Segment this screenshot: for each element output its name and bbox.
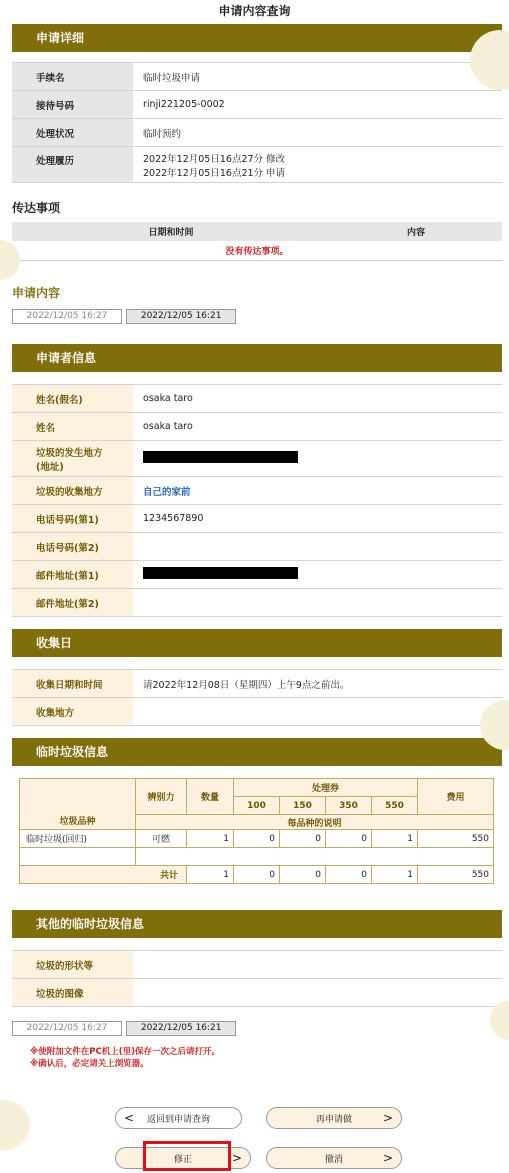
row-label: 姓名(假名) [12,385,133,413]
row-label: 垃圾的图像 [12,979,133,1007]
item-burn: 可燃 [136,830,187,848]
col-fee: 费用 [418,779,494,815]
table-row [12,670,502,698]
details-table [12,62,502,183]
row-value [133,533,502,561]
row-value [133,979,502,1007]
messages-title: 传达事项 [12,201,61,215]
row-value: 临时预约 [133,119,502,147]
chevron-right-icon: > [231,1151,242,1165]
item-t350: 0 [326,830,372,848]
row-label: 邮件地址(第2) [12,589,133,617]
table-row [12,413,502,441]
table-row [12,91,502,119]
row-label: 手续名 [12,63,133,91]
row-label: 垃圾的发生地方 [36,447,103,459]
ticket-100: 100 [234,797,280,815]
garbage-table [19,778,494,884]
row-label: 处理状况 [12,119,133,147]
col-burn: 辨别力 [136,779,187,815]
item-t100: 0 [234,830,280,848]
item-t150: 0 [280,830,326,848]
table-row [12,533,502,561]
table-row [12,119,502,147]
cancel-button[interactable] [266,1147,402,1169]
table-row [12,561,502,589]
reapply-button[interactable] [266,1107,402,1129]
version-tab-active[interactable]: 2022/12/05 16:21 [126,309,236,324]
row-value: 临时垃圾申请 [133,63,502,91]
row-label: 处理履历 [12,147,133,183]
total-t150: 0 [280,866,326,884]
row-value: rinji221205-0002 [133,91,502,119]
row-value [133,951,502,979]
row-value: 1234567890 [133,505,502,533]
table-row [12,441,502,477]
row-label-sub: (地址) [36,461,64,473]
total-t100: 0 [234,866,280,884]
total-qty: 1 [187,866,234,884]
garbage-header: 临时垃圾信息 [12,738,502,766]
total-t350: 0 [326,866,372,884]
history-entry: 2022年12月05日16点27分 修改 [143,153,286,165]
col-item: 垃圾品种 [20,779,136,830]
row-label: 电话号码(第2) [12,533,133,561]
item-desc [136,848,494,866]
col-datetime: 日期和时间 [12,222,330,241]
back-button-label: 返回到申请查询 [146,1114,210,1125]
redacted-email [143,567,298,579]
chevron-right-icon: > [382,1111,393,1125]
total-label: 共计 [20,866,187,884]
col-tickets: 处理券 [234,779,418,797]
details-header: 申请详细 [12,24,502,52]
reapply-button-label: 再申请做 [315,1114,352,1125]
table-row [12,589,502,617]
table-row [12,385,502,413]
row-value: 自己的家前 [133,477,502,505]
row-label: 电话号码(第1) [12,505,133,533]
table-row [12,698,502,726]
col-qty: 数量 [187,779,234,815]
row-label: 接待号码 [12,91,133,119]
modify-button-label: 修正 [173,1154,192,1165]
desc-row [20,848,494,866]
table-row [20,830,494,848]
total-fee: 550 [418,866,494,884]
row-label: 收集地方 [12,698,133,726]
row-label: 垃圾的收集地方 [12,477,133,505]
version-tab[interactable]: 2022/12/05 16:27 [12,1021,122,1036]
table-row [12,477,502,505]
col-content: 内容 [330,222,502,241]
empty-message: 没有传达事项。 [12,241,502,261]
redacted-address [143,451,298,463]
row-label: 邮件地址(第1) [12,561,133,589]
decor-circle [0,1100,30,1150]
row-label: 姓名 [12,413,133,441]
ticket-150: 150 [280,797,326,815]
item-name: 临时垃圾(回归) [20,830,136,848]
row-value: osaka taro [133,385,502,413]
row-label: 垃圾的形状等 [12,951,133,979]
note-line: ※确认后，必定请关上浏览器。 [30,1059,149,1069]
back-button[interactable] [115,1107,242,1129]
table-row [12,147,502,183]
application-title: 申请内容 [12,286,61,300]
chevron-right-icon: > [382,1151,393,1165]
version-tab[interactable]: 2022/12/05 16:27 [12,309,122,324]
table-row [12,951,502,979]
page-title: 申请内容查询 [218,4,291,18]
history-entry: 2022年12月05日16点21分 申请 [143,167,286,179]
version-tab-active[interactable]: 2022/12/05 16:21 [126,1021,236,1036]
row-value [133,589,502,617]
other-table [12,950,502,1007]
row-value: 请2022年12月08日（星期四）上午9点之前出。 [133,670,502,698]
applicant-header: 申请者信息 [12,344,502,372]
item-t550: 1 [372,830,418,848]
ticket-550: 550 [372,797,418,815]
table-row [12,979,502,1007]
item-fee: 550 [418,830,494,848]
collection-header: 收集日 [12,629,502,657]
col-desc: 每品种的说明 [136,815,494,830]
applicant-table [12,384,502,617]
row-value [133,698,502,726]
cancel-button-label: 撤消 [324,1154,343,1165]
item-qty: 1 [187,830,234,848]
collection-table [12,669,502,726]
row-value: osaka taro [133,413,502,441]
total-t550: 1 [372,866,418,884]
total-row [20,866,494,884]
table-row [12,505,502,533]
highlight-box [143,1141,231,1171]
table-row [12,63,502,91]
note-line: ※使附加文件在PC机上(里)保存一次之后请打开。 [30,1047,221,1057]
chevron-left-icon: < [124,1111,135,1125]
ticket-350: 350 [326,797,372,815]
other-header: 其他的临时垃圾信息 [12,910,502,938]
messages-table [12,222,502,261]
row-label: 收集日期和时间 [12,670,133,698]
